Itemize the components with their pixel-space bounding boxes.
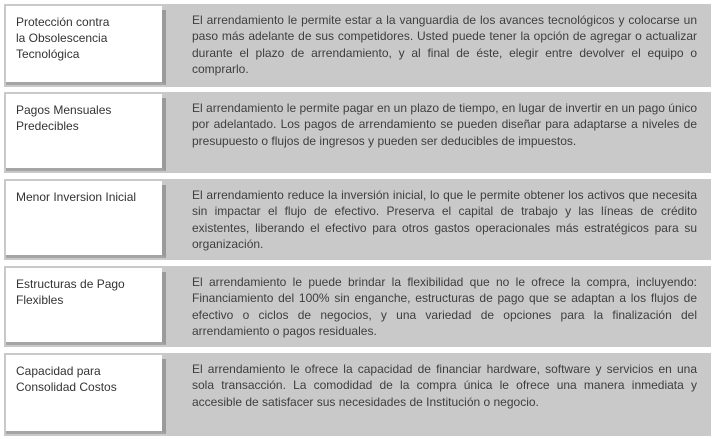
benefit-row-initial-investment: [4, 179, 711, 260]
benefit-row-flexible-payments: [4, 266, 711, 347]
benefit-title: Protección contra la Obsolescencia Tecnológica: [6, 6, 166, 85]
benefit-title: Pagos Mensuales Predecibles: [6, 94, 166, 171]
benefit-description: El arrendamiento le permite estar a la vanguardia de los avances tecnológicos y colocarse un paso más adelante de sus competidores. Usted puede tener la opción de agregar o actualizar durante el plazo de arrendamiento, y al final de éste, elegir entre devolver el equipo o comprarlo.: [192, 13, 697, 76]
benefit-description: El arrendamiento le ofrece la capacidad de financiar hardware, software y servicios en una sola transacción. La comodidad de la compra única le ofrece una manera inmediata y accesible de satisfacer sus necesidades de Institución o negocio.: [192, 362, 697, 409]
benefit-title: Estructuras de Pago Flexibles: [6, 268, 166, 345]
benefit-row-obsolescence: [4, 4, 711, 87]
benefit-description: El arrendamiento le puede brindar la flexibilidad que no le ofrece la compra, incluyendo: Financiamiento del 100% sin enganche, estructuras de pago que se adaptan a los flujos de efectivo o ciclos de negocios, y una variedad de opciones para la finalización del arrendamiento o pagos residuales.: [192, 275, 697, 338]
benefit-row-consolidate-costs: [4, 353, 711, 436]
benefit-description: El arrendamiento reduce la inversión inicial, lo que le permite obtener los activos que necesita sin impactar el flujo de efectivo. Preserva el capital de trabajo y las líneas de crédito existentes, liberando el efectivo para otros gastos operacionales más estratégicos para su organización.: [192, 188, 697, 251]
benefit-row-monthly-payments: [4, 92, 711, 173]
benefit-title: Menor Inversion Inicial: [6, 181, 166, 258]
benefit-description: El arrendamiento le permite pagar en un plazo de tiempo, en lugar de invertir en un pago único por adelantado. Los pagos de arrendamiento se pueden diseñar para adaptarse a niveles de presupuesto o flujos de ingresos y pueden ser deducibles de impuestos.: [192, 101, 697, 148]
benefit-title: Capacidad para Consolidad Costos: [6, 355, 166, 434]
